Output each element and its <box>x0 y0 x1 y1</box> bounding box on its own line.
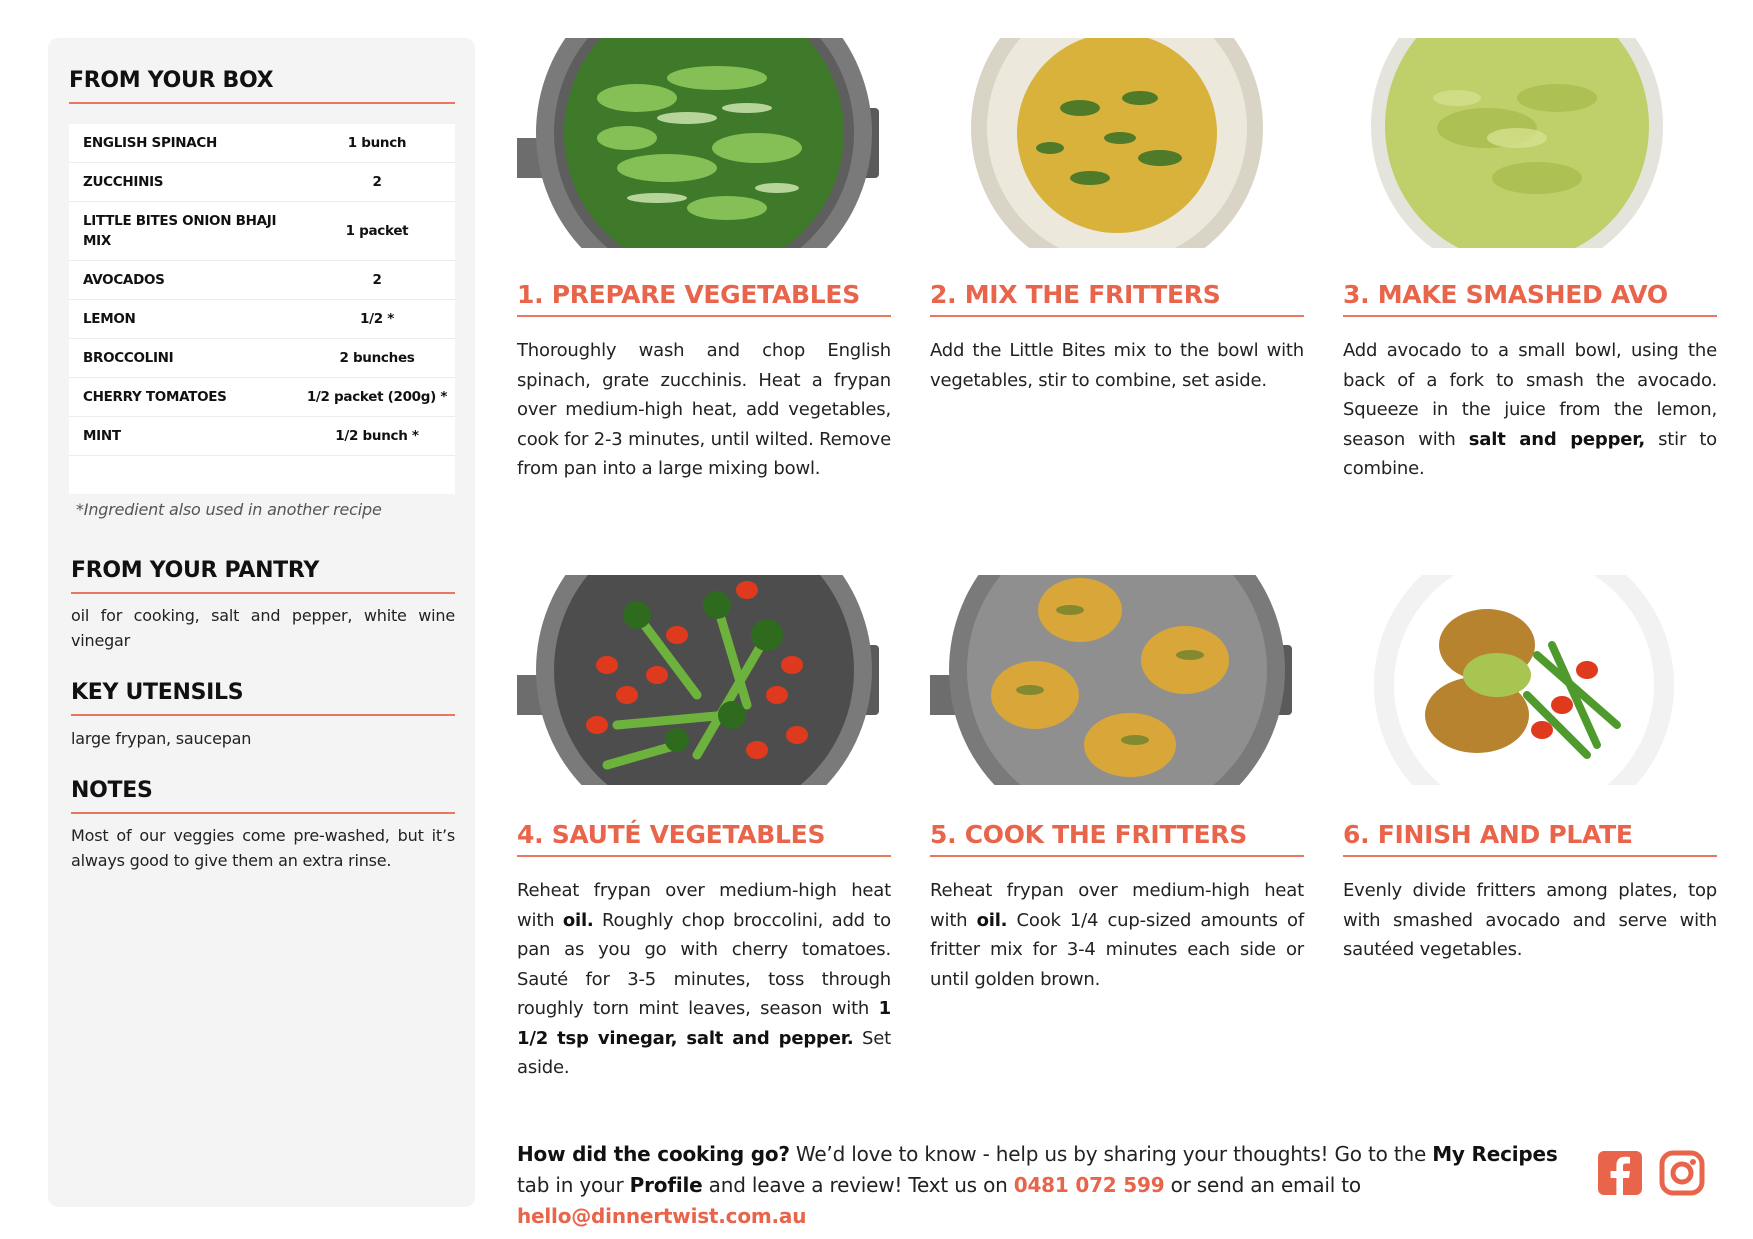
ingredient-name: LEMON <box>83 311 136 327</box>
step-1-text: Thoroughly wash and chop English spinach, grate zucchinis. Heat a frypan over medium-high heat, add vegetables, cook for 2-3 minutes, until wilted. Remove from pan into a large mixing bowl. <box>517 340 891 479</box>
key-utensils-heading: KEY UTENSILS <box>71 680 455 716</box>
step-3-photo <box>1337 38 1711 248</box>
ingredient-name: ZUCCHINIS <box>83 174 164 190</box>
step-5-title: 5. COOK THE FRITTERS <box>930 820 1304 857</box>
ingredient-qty: 1/2 * <box>360 311 394 327</box>
step-4-title: 4. SAUTÉ VEGETABLES <box>517 820 891 857</box>
ingredient-name: BROCCOLINI <box>83 350 174 366</box>
email-link[interactable]: hello@dinnertwist.com.au <box>517 1204 807 1228</box>
step-5-text: Reheat frypan over medium-high heat with oil. Cook 1/4 cup-sized amounts of fritter mix for 3-4 minutes each side or until golden brown. <box>930 880 1304 990</box>
utensils-text: large frypan, saucepan <box>71 729 252 748</box>
table-row <box>69 163 455 202</box>
phone-link[interactable]: 0481 072 599 <box>1013 1173 1165 1197</box>
ingredients-sidebar <box>48 38 475 1207</box>
facebook-icon[interactable] <box>1597 1150 1643 1196</box>
ingredient-qty: 2 bunches <box>339 350 415 366</box>
step-2-text: Add the Little Bites mix to the bowl with vegetables, stir to combine, set aside. <box>930 340 1304 391</box>
step-2-title: 2. MIX THE FRITTERS <box>930 280 1304 317</box>
ingredient-qty: 2 <box>372 174 382 190</box>
ingredient-name: LITTLE BITES ONION BHAJI MIX <box>83 213 277 249</box>
ingredient-name: MINT <box>83 428 121 444</box>
table-row <box>69 202 455 261</box>
ingredient-qty: 1/2 packet (200g) * <box>306 389 448 405</box>
ingredient-qty: 1/2 bunch * <box>335 428 419 444</box>
step-6-photo <box>1337 575 1711 785</box>
ingredient-footnote: *Ingredient also used in another recipe <box>76 500 382 519</box>
table-filler <box>69 456 455 494</box>
step-4-photo <box>517 575 891 785</box>
ingredient-name: ENGLISH SPINACH <box>83 135 218 151</box>
table-row <box>69 339 455 378</box>
ingredient-qty: 1 packet <box>345 223 409 239</box>
step-1-photo <box>517 38 891 248</box>
step-6-text: Evenly divide fritters among plates, top with smashed avocado and serve with sautéed vegetables. <box>1343 880 1717 960</box>
step-3-text: Add avocado to a small bowl, using the back of a fork to smash the avocado. Squeeze in the juice from the lemon, season with salt and pepper, stir to combine. <box>1343 340 1717 479</box>
step-5-photo <box>930 575 1304 785</box>
ingredient-name: AVOCADOS <box>83 272 165 288</box>
notes-heading: NOTES <box>71 778 455 814</box>
step-6-title: 6. FINISH AND PLATE <box>1343 820 1717 857</box>
feedback-footer: How did the cooking go? We’d love to know - help us by sharing your thoughts! Go to the My Recipes tab in your Profile and leave a review! Text us on 0481 072 599 or send an email to hello@dinnertwist.com.au <box>517 1142 1558 1228</box>
step-1-title: 1. PREPARE VEGETABLES <box>517 280 891 317</box>
step-3-title: 3. MAKE SMASHED AVO <box>1343 280 1717 317</box>
table-row <box>69 300 455 339</box>
ingredient-qty: 1 bunch <box>347 135 407 151</box>
step-4-text: Reheat frypan over medium-high heat with oil. Roughly chop broccolini, add to pan as you go with cherry tomatoes. Sauté for 3-5 minutes, toss through roughly torn mint leaves, season with 1 1/2 tsp vinegar, salt and pepper. Set aside. <box>517 880 891 1078</box>
step-2-photo <box>930 38 1304 248</box>
ingredients-table <box>69 124 455 494</box>
table-row <box>69 417 455 456</box>
table-row <box>69 378 455 417</box>
table-row <box>69 261 455 300</box>
ingredient-name: CHERRY TOMATOES <box>83 389 227 405</box>
instagram-icon[interactable] <box>1659 1150 1705 1196</box>
table-row <box>69 124 455 163</box>
from-your-pantry-heading: FROM YOUR PANTRY <box>71 558 455 594</box>
pantry-text: oil for cooking, salt and pepper, white wine vinegar <box>71 606 455 650</box>
notes-text: Most of our veggies come pre-washed, but it’s always good to give them an extra rinse. <box>71 826 455 870</box>
from-your-box-heading: FROM YOUR BOX <box>69 68 455 104</box>
ingredient-qty: 2 <box>372 272 382 288</box>
